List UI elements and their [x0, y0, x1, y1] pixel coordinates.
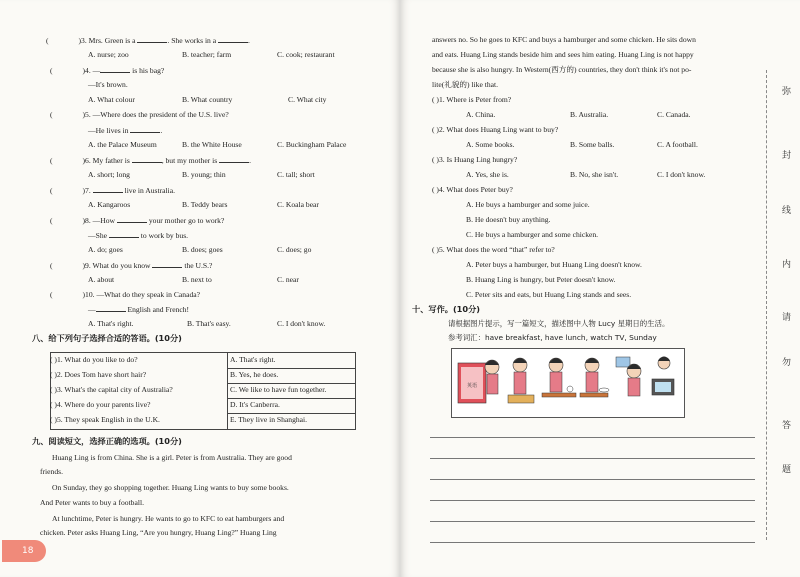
- seal-line: [766, 70, 767, 540]
- match-question: ( )2. Does Tom have short hair?: [50, 370, 147, 379]
- question-10: ( )10. —What do they speak in Canada?: [50, 290, 201, 299]
- option-c: C. Koala bear: [277, 200, 319, 209]
- lucy-sunday-picture-strip: [451, 348, 685, 418]
- match-question: ( )4. Where do your parents live?: [50, 400, 151, 409]
- answer-blank[interactable]: [132, 156, 162, 163]
- seal-char: 内: [782, 260, 792, 270]
- option-b: B. Australia.: [570, 110, 609, 119]
- passage-line: At lunchtime, Peter is hungry. He wants to go to KFC to eat hamburgers and: [52, 514, 285, 523]
- option-b: B. Huang Ling is hungry, but Peter doesn't know.: [466, 275, 616, 284]
- option-b: B. He doesn't buy anything.: [466, 215, 551, 224]
- option-a: A. short; long: [88, 170, 130, 179]
- answer-blank[interactable]: [130, 126, 160, 133]
- passage-line: lite(礼貌的) like that.: [432, 80, 499, 89]
- match-question: ( )3. What's the capital city of Australia?: [50, 385, 173, 394]
- question-8: ( )8. —How your mother go to work?: [50, 216, 225, 225]
- writing-line[interactable]: [430, 437, 755, 438]
- passage-line: and eats. Huang Ling stands beside him and sees him eating. Huang Ling is not happy: [432, 50, 694, 59]
- reply: —He lives in .: [88, 126, 163, 135]
- passage-line: On Sunday, they go shopping together. Huang Ling wants to buy some books.: [52, 483, 289, 492]
- match-question: ( )1. What do you like to do?: [50, 355, 138, 364]
- reply: — English and French!: [88, 305, 190, 314]
- option-b: B. No, she isn't.: [570, 170, 619, 179]
- reading-question-2: ( )2. What does Huang Ling want to buy?: [432, 125, 559, 134]
- answer-blank[interactable]: [137, 36, 167, 43]
- option-b: B. teacher; farm: [182, 50, 232, 59]
- reading-question-4: ( )4. What does Peter buy?: [432, 185, 513, 194]
- option-c: C. near: [277, 275, 299, 284]
- option-a: A. That's right.: [88, 319, 134, 328]
- option-b: B. Teddy bears: [182, 200, 228, 209]
- passage-line: because she is also hungry. In Western(西方的) countries, they don't think it's not po-: [432, 65, 692, 74]
- section-8-title: 八、给下列句子选择合适的答语。(10分): [32, 333, 182, 343]
- question-6: ( )6. My father is , but my mother is .: [50, 156, 251, 165]
- option-c: C. He buys a hamburger and some chicken.: [466, 230, 599, 239]
- option-a: A. He buys a hamburger and some juice.: [466, 200, 590, 209]
- seal-char: 勿: [782, 358, 792, 368]
- option-c: C. cook; restaurant: [277, 50, 335, 59]
- match-answer: A. That's right.: [230, 355, 276, 364]
- match-answer: C. We like to have fun together.: [230, 385, 327, 394]
- option-b: B. That's easy.: [187, 319, 231, 328]
- option-b: B. young; thin: [182, 170, 226, 179]
- writing-line[interactable]: [430, 542, 755, 543]
- option-b: B. What country: [182, 95, 233, 104]
- passage-line: chicken. Peter asks Huang Ling, “Are you hungry, Huang Ling?” Huang Ling: [40, 528, 277, 537]
- option-c: C. Canada.: [657, 110, 691, 119]
- answer-blank[interactable]: [96, 305, 126, 312]
- option-a: A. Some books.: [466, 140, 515, 149]
- cartoon-illustration: [452, 349, 684, 417]
- option-b: B. Some balls.: [570, 140, 615, 149]
- option-a: A. What colour: [88, 95, 135, 104]
- section-10-title: 十、写作。(10分): [412, 304, 481, 314]
- passage-line: And Peter wants to buy a football.: [40, 498, 144, 507]
- option-c: C. tall; short: [277, 170, 315, 179]
- seal-char: 答: [782, 421, 792, 431]
- seal-char: 弥: [782, 87, 792, 97]
- reading-question-3: ( )3. Is Huang Ling hungry?: [432, 155, 518, 164]
- option-c: C. A football.: [657, 140, 698, 149]
- answer-blank[interactable]: [93, 186, 123, 193]
- option-c: C. Peter sits and eats, but Huang Ling stands and sees.: [466, 290, 632, 299]
- book-label: 英语: [466, 383, 478, 389]
- writing-line[interactable]: [430, 521, 755, 522]
- writing-prompt: 请根据图片提示，写一篇短文，描述图中人物 Lucy 星期日的生活。: [448, 319, 670, 328]
- page-number-badge: 18: [2, 540, 46, 562]
- right-page: [400, 0, 800, 577]
- option-c: C. Buckingham Palace: [277, 140, 347, 149]
- option-a: A. the Palace Museum: [88, 140, 157, 149]
- option-a: A. China.: [466, 110, 496, 119]
- option-a: A. about: [88, 275, 115, 284]
- match-answer: E. They live in Shanghai.: [230, 415, 308, 424]
- match-answer: D. It's Canberra.: [230, 400, 280, 409]
- reply: —She to work by bus.: [88, 231, 189, 240]
- match-question: ( )5. They speak English in the U.K.: [50, 415, 160, 424]
- option-b: B. the White House: [182, 140, 242, 149]
- passage-line: Huang Ling is from China. She is a girl. Peter is from Australia. They are good: [52, 453, 292, 462]
- reply: —It's brown.: [88, 80, 128, 89]
- answer-blank[interactable]: [218, 36, 248, 43]
- question-9: ( )9. What do you know the U.S.?: [50, 261, 213, 270]
- seal-char: 线: [782, 206, 792, 216]
- writing-line[interactable]: [430, 458, 755, 459]
- reading-question-1: ( )1. Where is Peter from?: [432, 95, 512, 104]
- option-c: C. What city: [288, 95, 327, 104]
- writing-line[interactable]: [430, 500, 755, 501]
- question-3: ( )3. Mrs. Green is a . She works in a .: [46, 36, 250, 45]
- option-b: B. next to: [182, 275, 212, 284]
- passage-line: friends.: [40, 467, 63, 476]
- option-a: A. Yes, she is.: [466, 170, 509, 179]
- answer-blank[interactable]: [100, 66, 130, 73]
- answer-blank[interactable]: [219, 156, 249, 163]
- seal-char: 请: [782, 313, 792, 323]
- option-a: A. nurse; zoo: [88, 50, 129, 59]
- writing-line[interactable]: [430, 479, 755, 480]
- answer-blank[interactable]: [117, 216, 147, 223]
- seal-char: 封: [782, 151, 792, 161]
- question-4: ( )4. — is his bag?: [50, 66, 165, 75]
- option-a: A. do; goes: [88, 245, 123, 254]
- passage-line: answers no. So he goes to KFC and buys a hamburger and some chicken. He sits down: [432, 35, 696, 44]
- option-c: C. I don't know.: [657, 170, 706, 179]
- option-a: A. Peter buys a hamburger, but Huang Ling doesn't know.: [466, 260, 642, 269]
- option-c: C. does; go: [277, 245, 312, 254]
- writing-hint: 参考词汇：have breakfast, have lunch, watch TV, Sunday: [448, 333, 657, 342]
- answer-blank[interactable]: [109, 231, 139, 238]
- question-5: ( )5. —Where does the president of the U.S. live?: [50, 110, 229, 119]
- option-a: A. Kangaroos: [88, 200, 131, 209]
- seal-char: 题: [782, 465, 792, 475]
- question-7: ( )7. live in Australia.: [50, 186, 175, 195]
- reading-question-5: ( )5. What does the word “that” refer to?: [432, 245, 555, 254]
- option-b: B. does; goes: [182, 245, 223, 254]
- match-answer: B. Yes, he does.: [230, 370, 279, 379]
- section-9-title: 九、阅读短文，选择正确的选项。(10分): [32, 436, 182, 446]
- answer-blank[interactable]: [152, 261, 182, 268]
- option-c: C. I don't know.: [277, 319, 326, 328]
